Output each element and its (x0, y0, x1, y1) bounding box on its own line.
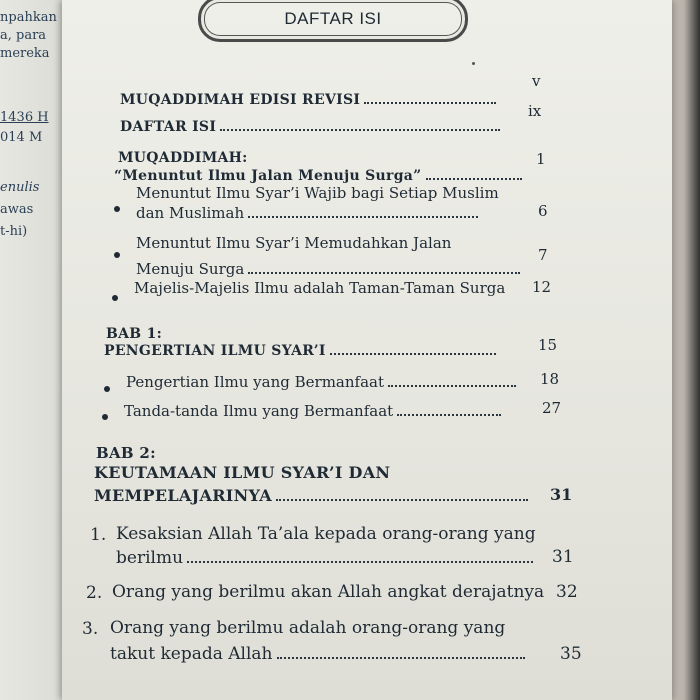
toc-item-pengertian[interactable]: Pengertian Ilmu yang Bermanfaat (126, 373, 520, 391)
left-page-text: enulis (0, 180, 40, 195)
leader-dots (187, 549, 533, 563)
leader-dots (388, 375, 516, 388)
page-number: v (532, 72, 541, 90)
leader-dots (277, 645, 525, 659)
item-number: 2. (86, 583, 103, 603)
page-number: 27 (542, 399, 562, 417)
section-title: KEUTAMAAN ILMU SYAR’I DAN (94, 463, 391, 482)
toc-item-line[interactable]: Orang yang berilmu akan Allah angkat derajatnya (112, 582, 545, 602)
toc-entry-muqaddimah-edisi[interactable]: MUQADDIMAH EDISI REVISI (120, 92, 500, 108)
page-speck (472, 62, 475, 65)
page-number: 18 (540, 370, 560, 388)
toc-entry-bab2[interactable]: MEMPELAJARINYA (94, 486, 532, 505)
page-number: 31 (552, 547, 574, 567)
page-number: 32 (556, 582, 578, 602)
toc-entry-daftar-isi[interactable]: DAFTAR ISI (120, 119, 504, 135)
left-page (0, 0, 66, 700)
toc-page (62, 0, 672, 700)
left-page-text: mereka (0, 46, 50, 61)
page-title: DAFTAR ISI (198, 0, 468, 42)
page-number: 1 (536, 150, 546, 168)
bullet-icon (102, 414, 108, 420)
toc-item-line[interactable]: Menuntut Ilmu Syar’i Wajib bagi Setiap Muslim (136, 184, 499, 202)
leader-dots (330, 343, 496, 355)
toc-item-line[interactable]: Kesaksian Allah Ta’ala kepada orang-orang yang (116, 524, 536, 544)
section-heading: MUQADDIMAH: (118, 150, 248, 166)
bullet-icon (104, 386, 110, 392)
page-number: 12 (532, 278, 552, 296)
item-number: 3. (82, 619, 99, 639)
leader-dots (364, 92, 496, 104)
toc-item-line[interactable]: Orang yang berilmu adalah orang-orang yang (110, 618, 506, 638)
page-number: 15 (538, 336, 558, 354)
section-heading: BAB 2: (96, 444, 156, 462)
leader-dots (276, 488, 528, 501)
left-page-text: awas (0, 202, 34, 217)
toc-item-line[interactable]: takut kepada Allah (110, 644, 529, 664)
leader-dots (220, 119, 500, 131)
toc-item-line[interactable]: dan Muslimah (136, 204, 482, 222)
page-number: 7 (538, 246, 548, 264)
page-number: 35 (560, 644, 582, 664)
toc-item-majelis[interactable]: Majelis-Majelis Ilmu adalah Taman-Taman Surga (134, 279, 506, 297)
left-page-text: t-hi) (0, 224, 28, 239)
page-number: 31 (550, 485, 573, 504)
left-page-text: npahkan (0, 10, 57, 25)
toc-item-line[interactable]: berilmu (116, 548, 537, 568)
left-page-text: 014 M (0, 130, 43, 145)
leader-dots (248, 206, 478, 219)
leader-dots (397, 404, 501, 417)
left-page-text: a, para (0, 28, 47, 43)
toc-item-tanda[interactable]: Tanda-tanda Ilmu yang Bermanfaat (124, 402, 505, 420)
section-heading: BAB 1: (106, 326, 163, 342)
left-page-text: 1436 H (0, 110, 49, 125)
page-number: 6 (538, 202, 548, 220)
bullet-icon (112, 295, 118, 301)
page-number: ix (528, 102, 542, 120)
toc-entry-muqaddimah[interactable]: “Menuntut Ilmu Jalan Menuju Surga” (114, 168, 526, 184)
toc-entry-bab1[interactable]: PENGERTIAN ILMU SYAR’I (104, 343, 500, 359)
toc-item-line[interactable]: Menuju Surga (136, 260, 524, 278)
toc-item-line[interactable]: Menuntut Ilmu Syar’i Memudahkan Jalan (136, 234, 452, 252)
bullet-icon (114, 252, 120, 258)
item-number: 1. (90, 525, 107, 545)
leader-dots (426, 168, 522, 180)
leader-dots (248, 262, 520, 275)
bullet-icon (114, 206, 120, 212)
